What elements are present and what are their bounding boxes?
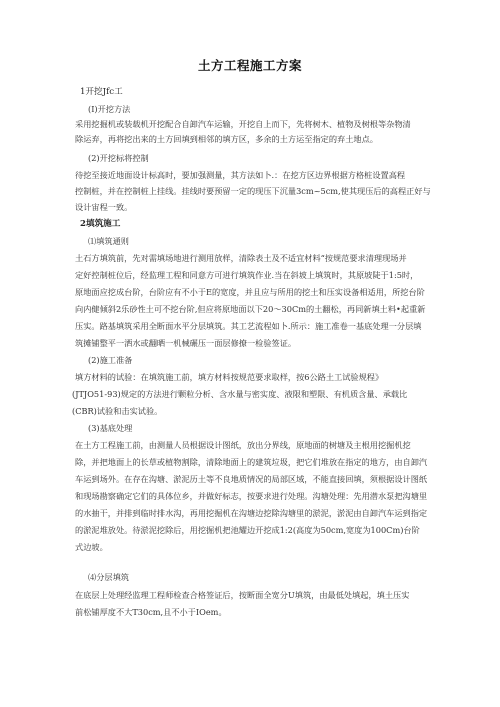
subheading-excavation-method: (I)开挖方法	[88, 104, 131, 114]
subheading-excavation-control: (2)开挖标将控制	[88, 153, 149, 163]
paragraph-line: 土石方填筑前，先对需填场地进行测用放样，清除表土及不适宜材料“按规范要求清理现场并	[75, 253, 407, 263]
heading-2-filling: 2填筑施工	[80, 219, 121, 229]
subheading-layered-filling: ⑷分层填筑	[88, 572, 129, 582]
subheading-filling-rules: ⑴填筑通则	[88, 236, 129, 246]
paragraph-line: 的水抽干，并排到临时排水沟，再用挖掘机在沟塘边挖除沟塘里的淤泥，淤泥由自卸汽车运到指定	[75, 508, 428, 518]
subheading-foundation-treatment: (3)基底处理	[88, 423, 133, 433]
paragraph-line: (JTJO51-93)规定的方法进行颗粒分析、含水量与密实度、液限和塑限、有机质含量、承载比	[72, 389, 408, 399]
subheading-construction-preparation: (2)施工准备	[88, 355, 133, 365]
paragraph-line: 式边坡。	[75, 542, 108, 552]
paragraph-line: 待挖至接近地面设计标高时，要加强测量，其方法如卜.：在挖方区边界根据方格桩设置高程	[75, 170, 406, 180]
heading-1-excavation: 1开挖Jfc工	[80, 87, 123, 97]
paragraph-line: 控制桩，并在控制桩上挂线。挂线时要预留一定的现压下沉量3cm~5cm,使其现压后的高程正好与	[75, 186, 431, 196]
paragraph-line: 设计宙程一致。	[75, 202, 133, 212]
paragraph-line: 原地面应挖成台阶，台阶应有不小于E的宽度，并且应与所用的挖土和压实设备相适用，所挖台阶	[75, 287, 425, 297]
paragraph-line: 的淤泥堆放处。待淤泥挖除后，用挖掘机把池耀边开挖成1:2(高度为50cm,宽度为100Cm)台阶	[75, 525, 420, 535]
paragraph-line: 除，并把地面上的长草或植物割除，清除地面上的建筑垃圾，把它们堆放在指定的地方，由自卸汽	[75, 457, 428, 467]
paragraph-line: 前松铺厚度不大T30cm,且不小于IOem。	[75, 607, 227, 617]
paragraph-line: 在底层上处理经监理工程师检查合格签证后，按断面全宽分U填筑，由最低处填起，填土压实	[75, 590, 410, 600]
paragraph-line: 填方材料的试验：在填筑施工前，填方材料按规范要求取样，按6公路土工试验规程》	[75, 372, 384, 382]
paragraph-line: 车运到场外。在存在沟塘、淤泥历土等不良地质情况的局部区域，不能直接回填，须根据设计图纸	[75, 474, 428, 484]
paragraph-line: 采用挖掘机或装载机开挖配合自卸汽车运输，开挖自上而下，先将树木、植物及树根等杂物清	[75, 119, 411, 129]
paragraph-line: 筑摊铺整平一洒水或翻晒一机械碾压一面层修撩一检验签证。	[75, 338, 297, 348]
document-title: 土方工程施工方案	[197, 58, 302, 73]
paragraph-line: 压实。路基填筑采用全断面水平分层填筑。其工艺流程如卜.所示：施工准卷一基底处理一分层填	[75, 321, 422, 331]
paragraph-line: 除运弃，再将挖出来的土方回填到相邻的填方区，多余的土方运至指定的弃土地点。	[75, 134, 378, 144]
paragraph-line: 向内健倾斜2乐砂性土可不挖台阶,但应将原地面以下20～30Cm的土翻松，再同新填土料•起重新	[75, 304, 426, 314]
paragraph-line: (CBR)试验和击实试验。	[72, 406, 163, 416]
paragraph-line: 定好控制桩位后，经监理工程和同意方可进行填筑作业.当在斜坡上填筑时，其原坡陡于1:5时，	[75, 270, 419, 280]
paragraph-line: 在土方工程施工前，由测量人员根据设计图纸，放出分界线，原地面的树塘及主根用挖掘机挖	[75, 440, 411, 450]
paragraph-line: 和现场勘察确定它们的具体位乡，并做好标志，按要求进行处理。沟塘处理：先用潜水泵把沟塘里	[75, 491, 428, 501]
